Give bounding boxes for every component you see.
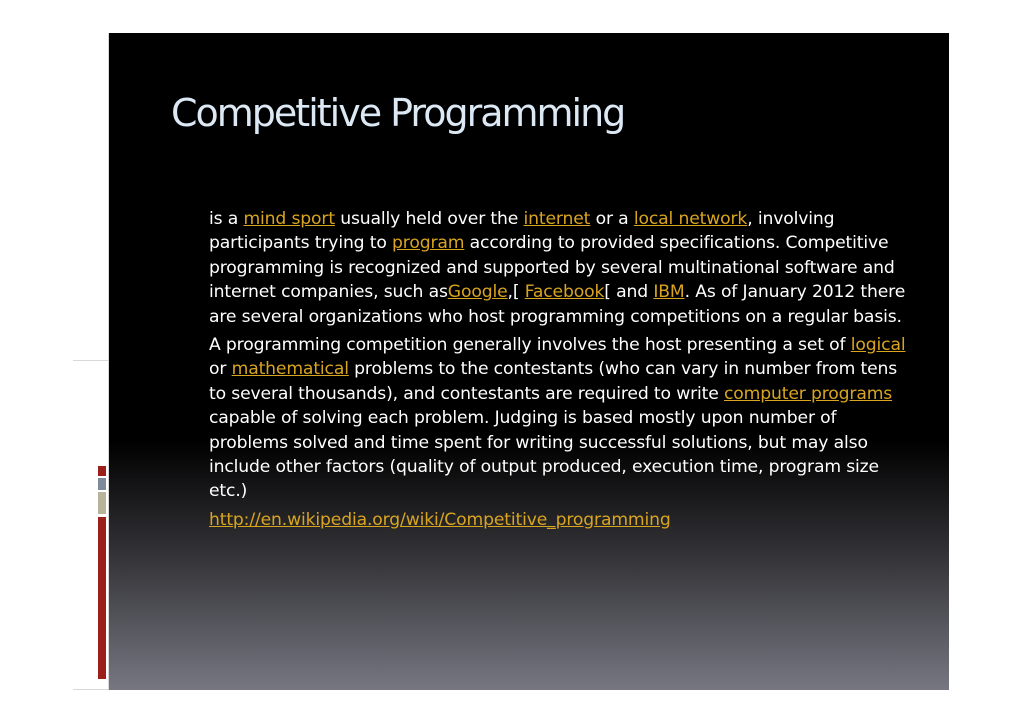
accent-bar <box>98 466 106 476</box>
body-text: . As of January 2012 there are several organizations who host programming competitions on a regular basis. <box>209 282 906 327</box>
body-text: problems to the contestants (who can vary in number from tens to several thousands), and contestants are required to write <box>209 359 898 404</box>
link-facebook[interactable]: Facebook <box>524 282 605 303</box>
accent-bar <box>98 517 106 679</box>
body-text: A programming competition generally involves the host presenting a set of <box>209 335 851 356</box>
divider-line <box>73 360 109 361</box>
body-text: is a <box>209 209 244 229</box>
link-program[interactable]: program <box>392 233 465 254</box>
paragraph-source <box>209 508 909 532</box>
body-text: capable of solving each problem. Judging is based mostly upon number of problems solved and time spent for writing successful solutions, but may also include other factors (quality of output produced, execution time, program size etc.) <box>209 408 879 502</box>
body-text: [ and <box>604 282 654 303</box>
body-text: ,[ <box>507 282 525 303</box>
slide <box>109 33 949 690</box>
link-computer-programs[interactable]: computer programs <box>723 383 893 404</box>
slide-title: Competitive Programming <box>171 91 625 135</box>
link-google[interactable]: Google <box>447 282 508 303</box>
body-text: or a <box>590 209 634 229</box>
link-source-wikipedia[interactable]: http://en.wikipedia.org/wiki/Competitive_programming <box>209 509 671 530</box>
link-logical[interactable]: logical <box>850 335 906 356</box>
link-mathematical[interactable]: mathematical <box>231 359 349 380</box>
link-local-network[interactable]: local network <box>633 209 748 229</box>
body-text: usually held over the <box>334 209 524 229</box>
accent-bar <box>98 478 106 490</box>
body-text: or <box>209 359 232 380</box>
body-text: , involving participants trying to <box>209 209 835 254</box>
link-internet[interactable]: internet <box>523 209 591 229</box>
accent-bar <box>98 492 106 514</box>
body-text: according to provided specifications. Competitive programming is recognized and supported by several multinational software and internet companies, such as <box>209 233 895 303</box>
link-mind-sport[interactable]: mind sport <box>243 209 335 229</box>
paragraph-description <box>209 333 909 504</box>
slide-body <box>209 207 909 536</box>
divider-line <box>73 689 109 690</box>
paragraph-intro <box>209 207 909 329</box>
link-ibm[interactable]: IBM <box>653 282 685 303</box>
